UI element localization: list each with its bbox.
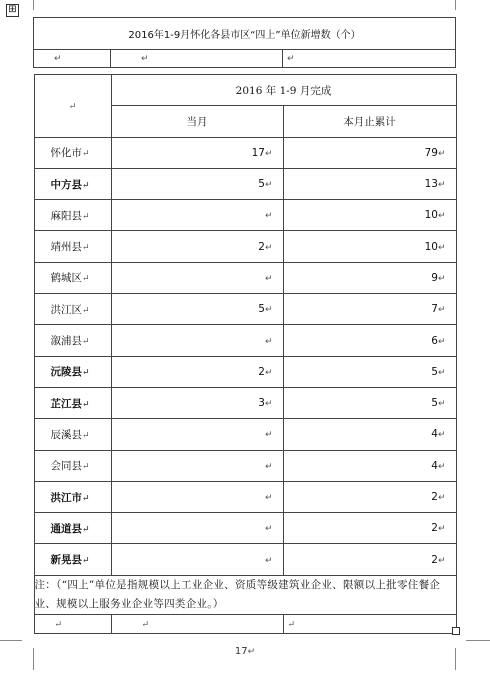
paragraph-mark: ↵ <box>82 243 90 254</box>
paragraph-mark: ↵ <box>264 180 273 191</box>
cumulative-value-text: 79 <box>424 146 438 159</box>
paragraph-mark: ↵ <box>437 555 446 566</box>
cumulative-value <box>283 544 456 575</box>
month-value <box>111 450 283 481</box>
paragraph-mark: ↵ <box>437 524 446 535</box>
month-value-text: 3 <box>258 397 265 410</box>
cumulative-value <box>283 513 456 544</box>
cumulative-value <box>283 419 456 450</box>
cumulative-value <box>283 168 456 199</box>
paragraph-mark: ↵ <box>264 430 273 441</box>
month-value <box>111 387 283 418</box>
paragraph-mark: ↵ <box>264 555 273 566</box>
layout-table <box>33 17 456 634</box>
cumulative-value <box>283 294 456 325</box>
table-row <box>34 200 456 231</box>
paragraph-mark: ↵ <box>82 430 90 441</box>
paragraph-mark: ↵ <box>82 399 90 410</box>
paragraph-mark: ↵ <box>68 101 77 112</box>
paragraph-mark: ↵ <box>82 337 90 348</box>
paragraph-mark: ↵ <box>437 242 446 253</box>
cumulative-value <box>283 325 456 356</box>
empty-cell <box>111 50 283 68</box>
paragraph-mark: ↵ <box>437 461 446 472</box>
paragraph-mark: ↵ <box>141 619 150 630</box>
cumulative-value-text: 9 <box>431 271 438 284</box>
cumulative-value <box>283 231 456 262</box>
region-name <box>34 481 111 512</box>
paragraph-mark: ↵ <box>437 399 446 410</box>
empty-cell <box>34 50 111 68</box>
region-name <box>34 419 111 450</box>
paragraph-mark: ↵ <box>437 336 446 347</box>
paragraph-mark: ↵ <box>82 368 90 379</box>
paragraph-mark: ↵ <box>264 399 273 410</box>
paragraph-mark: ↵ <box>82 493 90 504</box>
month-value-text: 5 <box>258 303 265 316</box>
table-row <box>34 356 456 387</box>
region-name-text: 麻阳县 <box>50 209 82 222</box>
empty-cell <box>34 614 111 633</box>
paragraph-mark: ↵ <box>264 367 273 378</box>
region-name-text: 沅陵县 <box>50 366 82 379</box>
month-value <box>111 231 283 262</box>
month-value-text: 5 <box>258 178 265 191</box>
table-row <box>34 419 456 450</box>
month-value-text: 17 <box>251 146 265 159</box>
paragraph-mark: ↵ <box>287 619 296 630</box>
cumulative-value-text: 2 <box>431 553 438 566</box>
paragraph-mark: ↵ <box>437 430 446 441</box>
corner-cell <box>34 75 111 138</box>
table-row <box>34 168 456 199</box>
paragraph-mark: ↵ <box>82 274 90 285</box>
paragraph-mark: ↵ <box>264 524 273 535</box>
region-name <box>34 325 111 356</box>
column-header-month: 当月 <box>111 106 283 137</box>
region-name-text: 中方县 <box>50 178 82 191</box>
cumulative-value <box>283 387 456 418</box>
empty-cell <box>283 614 456 633</box>
region-name-text: 洪江区 <box>50 303 82 316</box>
table-row <box>34 294 456 325</box>
table-row <box>34 387 456 418</box>
month-value <box>111 200 283 231</box>
region-name-text: 怀化市 <box>50 147 82 160</box>
page-footer <box>0 646 490 657</box>
group-header: 2016 年 1-9 月完成 <box>111 75 456 106</box>
paragraph-mark: ↵ <box>141 54 149 64</box>
paragraph-mark: ↵ <box>437 273 446 284</box>
cumulative-value-text: 10 <box>424 240 438 253</box>
region-name <box>34 387 111 418</box>
paragraph-mark: ↵ <box>264 273 273 284</box>
region-name-text: 辰溪县 <box>50 428 82 441</box>
empty-cell <box>283 50 456 68</box>
month-value <box>111 168 283 199</box>
cumulative-value-text: 2 <box>431 491 438 503</box>
paragraph-mark: ↵ <box>437 367 446 378</box>
table-row <box>34 137 456 168</box>
region-name <box>34 200 111 231</box>
crop-mark <box>0 640 22 641</box>
paragraph-mark: ↵ <box>54 54 62 64</box>
month-value <box>111 513 283 544</box>
paragraph-mark: ↵ <box>82 180 90 191</box>
cumulative-value-text: 10 <box>424 209 438 222</box>
paragraph-mark: ↵ <box>437 211 446 222</box>
data-table-container <box>34 68 456 634</box>
region-name-text: 洪江市 <box>50 491 82 504</box>
region-name <box>34 544 111 575</box>
cumulative-value <box>283 200 456 231</box>
month-value <box>111 262 283 293</box>
paragraph-mark: ↵ <box>82 556 90 567</box>
region-name <box>34 356 111 387</box>
cumulative-value-text: 2 <box>431 522 438 535</box>
page-number: 17 <box>234 646 248 657</box>
cumulative-value <box>283 450 456 481</box>
paragraph-mark: ↵ <box>54 619 63 630</box>
crop-mark <box>33 0 34 10</box>
paragraph-mark: ↵ <box>82 149 90 160</box>
paragraph-mark: ↵ <box>264 305 273 316</box>
table-move-handle[interactable]: ⊞ <box>6 4 19 17</box>
paragraph-mark: ↵ <box>264 242 273 253</box>
cumulative-value-text: 5 <box>431 365 438 378</box>
paragraph-mark: ↵ <box>264 493 273 503</box>
month-value-text: 2 <box>258 240 265 253</box>
table-row <box>34 513 456 544</box>
cumulative-value-text: 13 <box>424 178 438 191</box>
page-title: 2016年1-9月怀化各县市区“四上”单位新增数（个） <box>34 18 456 50</box>
paragraph-mark: ↵ <box>82 305 90 316</box>
cumulative-value <box>283 481 456 512</box>
region-name <box>34 168 111 199</box>
paragraph-mark: ↵ <box>437 180 446 191</box>
region-name-text: 溆浦县 <box>50 335 82 348</box>
crop-mark <box>466 640 490 641</box>
month-value <box>111 137 283 168</box>
paragraph-mark: ↵ <box>82 462 90 473</box>
table-row <box>34 325 456 356</box>
paragraph-mark: ↵ <box>82 211 90 222</box>
month-value <box>111 356 283 387</box>
paragraph-mark: ↵ <box>287 54 295 64</box>
cumulative-value <box>283 137 456 168</box>
paragraph-mark: ↵ <box>264 461 273 472</box>
month-value <box>111 294 283 325</box>
month-value <box>111 325 283 356</box>
table-row <box>34 262 456 293</box>
region-name <box>34 262 111 293</box>
paragraph-mark: ↵ <box>437 305 446 316</box>
table-row <box>34 544 456 575</box>
paragraph-mark: ↵ <box>247 647 256 657</box>
footnote: 注：（“四上”单位是指规模以上工业企业、资质等级建筑业企业、限额以上批零住餐企业、规模以上服务业企业等四类企业。） <box>34 575 456 614</box>
region-name <box>34 513 111 544</box>
paragraph-mark: ↵ <box>264 336 273 347</box>
paragraph-mark: ↵ <box>264 211 273 222</box>
region-name-text: 新晃县 <box>50 554 82 567</box>
data-table <box>34 74 457 634</box>
region-name-text: 会同县 <box>50 460 82 473</box>
region-name-text: 鹤城区 <box>50 272 82 285</box>
paragraph-mark: ↵ <box>437 493 446 503</box>
paragraph-mark: ↵ <box>82 524 90 535</box>
table-resize-handle[interactable] <box>452 627 460 635</box>
table-row <box>34 481 456 512</box>
paragraph-mark: ↵ <box>437 148 446 159</box>
month-value <box>111 419 283 450</box>
region-name <box>34 137 111 168</box>
paragraph-mark: ↵ <box>264 148 273 159</box>
cumulative-value-text: 7 <box>431 303 438 316</box>
cumulative-value <box>283 356 456 387</box>
region-name <box>34 450 111 481</box>
cumulative-value <box>283 262 456 293</box>
month-value <box>111 481 283 512</box>
region-name <box>34 231 111 262</box>
empty-cell <box>111 614 283 633</box>
column-header-cumulative: 本月止累计 <box>283 106 456 137</box>
cumulative-value-text: 6 <box>431 334 438 347</box>
cumulative-value-text: 4 <box>431 428 438 441</box>
region-name-text: 芷江县 <box>50 397 82 410</box>
month-value-text: 2 <box>258 365 265 378</box>
region-name-text: 靖州县 <box>50 241 82 254</box>
region-name <box>34 294 111 325</box>
region-name-text: 通道县 <box>50 522 82 535</box>
month-value <box>111 544 283 575</box>
crop-mark <box>455 0 456 10</box>
cumulative-value-text: 5 <box>431 397 438 410</box>
table-row <box>34 450 456 481</box>
table-row <box>34 231 456 262</box>
cumulative-value-text: 4 <box>431 459 438 472</box>
